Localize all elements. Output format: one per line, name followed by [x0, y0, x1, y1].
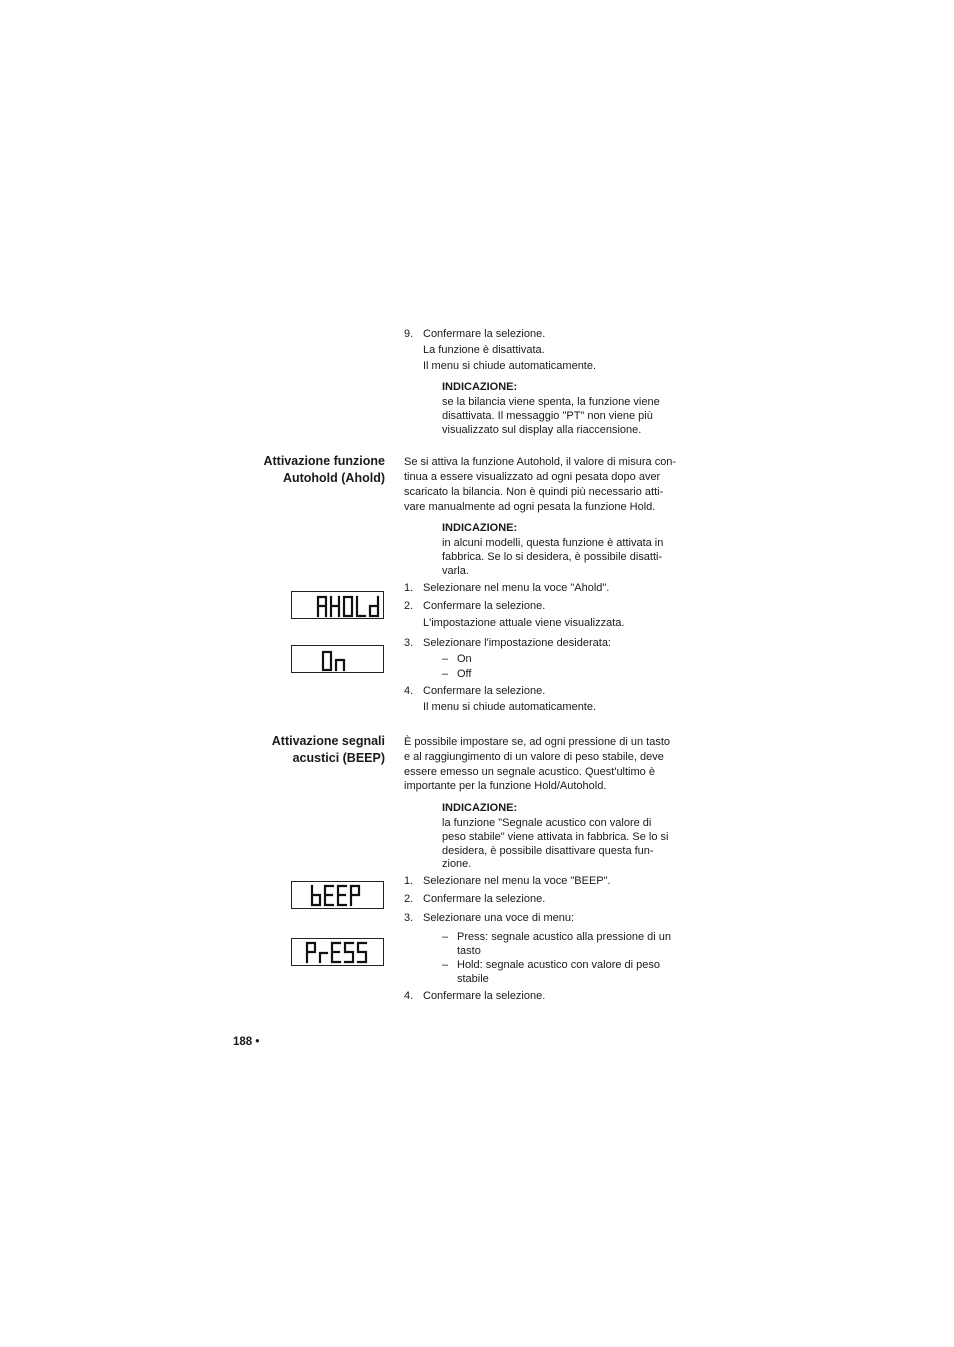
option-press-cont: tasto	[457, 945, 481, 957]
note-line: fabbrica. Se lo si desidera, è possibile disatti-	[442, 551, 663, 563]
step-number: 3.	[404, 912, 414, 924]
note-line: visualizzato sul display alla riaccensione.	[442, 424, 642, 436]
step-number: 1.	[404, 875, 414, 887]
lcd-display-on	[291, 645, 384, 673]
note-line: zione.	[442, 858, 472, 870]
step-number: 9.	[404, 328, 414, 340]
intro-line: È possibile impostare se, ad ogni pressione di un tasto	[404, 736, 670, 748]
intro-line: essere emesso un segnale acustico. Quest'ultimo è	[404, 766, 655, 778]
note-line: desidera, è possibile disattivare questa fun-	[442, 845, 654, 857]
note-line: la funzione "Segnale acustico con valore di	[442, 817, 652, 829]
step-number: 2.	[404, 893, 414, 905]
step-text: Confermare la selezione.	[423, 685, 546, 697]
lcd-display-ahold	[291, 591, 384, 619]
note-line: se la bilancia viene spenta, la funzione viene	[442, 396, 660, 408]
step-number: 3.	[404, 637, 414, 649]
step-text: Selezionare una voce di menu:	[423, 912, 575, 924]
dash-bullet: –	[442, 653, 449, 665]
section-title: Attivazione funzione	[263, 454, 385, 468]
dash-bullet: –	[442, 959, 449, 971]
step-number: 4.	[404, 990, 414, 1002]
step-text: Selezionare nel menu la voce "Ahold".	[423, 582, 610, 594]
step-result: L'impostazione attuale viene visualizzata.	[423, 617, 625, 629]
intro-line: Se si attiva la funzione Autohold, il valore di misura con-	[404, 456, 677, 468]
step-text: Confermare la selezione.	[423, 990, 546, 1002]
step-result: Il menu si chiude automaticamente.	[423, 701, 597, 713]
dash-bullet: –	[442, 931, 449, 943]
step-number: 2.	[404, 600, 414, 612]
intro-line: importante per la funzione Hold/Autohold.	[404, 780, 607, 792]
intro-line: scaricato la bilancia. Non è quindi più necessario atti-	[404, 486, 664, 498]
note-line: disattivata. Il messaggio "PT" non viene più	[442, 410, 653, 422]
note-heading: INDICAZIONE:	[442, 381, 518, 393]
step-text: Selezionare l'impostazione desiderata:	[423, 637, 611, 649]
note-heading: INDICAZIONE:	[442, 802, 518, 814]
note-heading: INDICAZIONE:	[442, 522, 518, 534]
step-result: Il menu si chiude automaticamente.	[423, 360, 597, 372]
step-text: Confermare la selezione.	[423, 893, 546, 905]
dash-bullet: –	[442, 668, 449, 680]
intro-line: tinua a essere visualizzato ad ogni pesata dopo aver	[404, 471, 661, 483]
option-off: Off	[457, 668, 472, 680]
section-title: acustici (BEEP)	[292, 751, 385, 765]
page-number: 188 •	[233, 1036, 260, 1048]
step-number: 4.	[404, 685, 414, 697]
step-text: Selezionare nel menu la voce "BEEP".	[423, 875, 611, 887]
option-press: Press: segnale acustico alla pressione di un	[457, 931, 672, 943]
intro-line: e al raggiungimento di un valore di peso stabile, deve	[404, 751, 664, 763]
step-result: La funzione è disattivata.	[423, 344, 545, 356]
note-line: peso stabile" viene attivata in fabbrica. Se lo si	[442, 831, 669, 843]
intro-line: vare manualmente ad ogni pesata la funzione Hold.	[404, 501, 656, 513]
step-number: 1.	[404, 582, 414, 594]
option-hold-cont: stabile	[457, 973, 489, 985]
section-title: Attivazione segnali	[271, 734, 385, 748]
note-line: in alcuni modelli, questa funzione è attivata in	[442, 537, 664, 549]
lcd-display-press	[291, 938, 384, 966]
section-title: Autohold (Ahold)	[282, 471, 385, 485]
lcd-display-beep	[291, 881, 384, 909]
option-on: On	[457, 653, 472, 665]
step-text: Confermare la selezione.	[423, 328, 546, 340]
step-text: Confermare la selezione.	[423, 600, 546, 612]
option-hold: Hold: segnale acustico con valore di peso	[457, 959, 661, 971]
note-line: varla.	[442, 565, 469, 577]
